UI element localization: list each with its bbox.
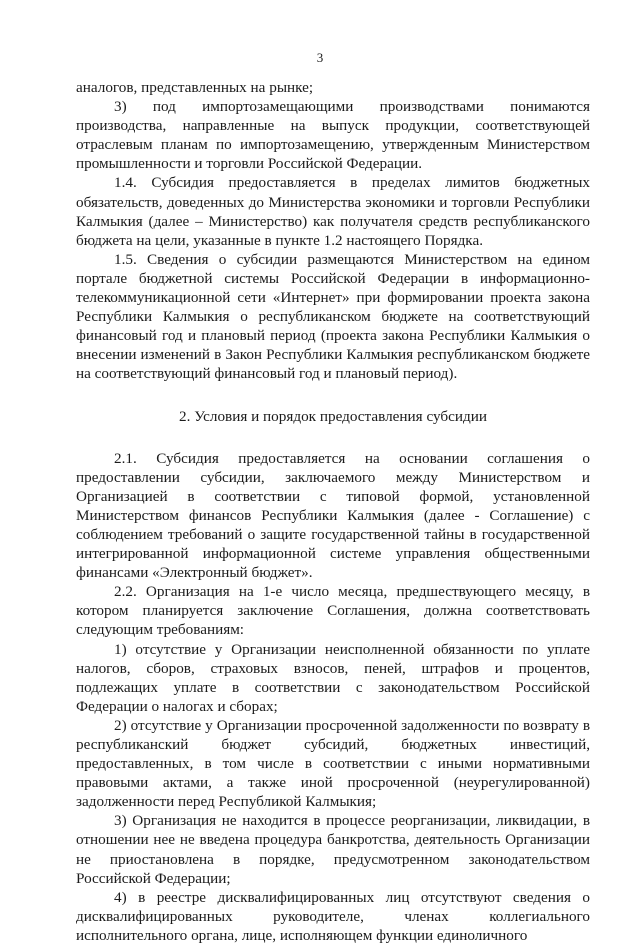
paragraph-2-2: 2.2. Организация на 1-е число месяца, предшествующего месяцу, в котором планируется заключение Соглашения, должна соответствовать следующим требованиям:: [76, 583, 590, 639]
section-heading-2: 2. Условия и порядок предоставления субсидии: [179, 407, 487, 425]
paragraph-continuation: аналогов, представленных на рынке;: [76, 79, 314, 96]
requirement-3: 3) Организация не находится в процессе реорганизации, ликвидации, в отношении нее не введена процедура банкротства, деятельность Организации не приостановлена в порядке, предусмотренном законодательством Российской Федерации;: [76, 812, 590, 887]
page-number: 3: [316, 50, 324, 65]
paragraph-2-1: 2.1. Субсидия предоставляется на основании соглашения о предоставлении субсидии, заключаемого между Министерством и Организацией в соответствии с типовой формой, установленной Министерством финансов Республики Калмыкия (далее - Соглашение) с соблюдением требований о защите государственной тайны в государственной интегрированной информационной системе управления общественными финансами «Электронный бюджет».: [76, 449, 590, 582]
requirement-2: 2) отсутствие у Организации просроченной задолженности по возврату в республиканский бюджет субсидий, бюджетных инвестиций, предоставленных, в том числе в соответствии с иными нормативными правовыми актами, а также иной просроченной (неурегулированной) задолженности перед Республикой Калмыкия;: [76, 716, 590, 811]
requirement-4: 4) в реестре дисквалифицированных лиц отсутствуют сведения о дисквалифицированных руководителе, членах коллегиального исполнительного органа, лице, исполняющем функции единоличного: [76, 888, 590, 944]
paragraph-definition-3: 3) под импортозамещающими производствами понимаются производства, направленные на выпуск продукции, соответствующей отраслевым планам по импортозамещению, утвержденным Министерством промышленности и торговли Российской Федерации.: [76, 98, 590, 173]
document-body: [76, 78, 590, 945]
paragraph-1-5: 1.5. Сведения о субсидии размещаются Министерством на едином портале бюджетной системы Российской Федерации в информационно-телекоммуникационной сети «Интернет» при формировании проекта закона Республики Калмыкия о республиканском бюджете на соответствующий финансовый год и плановый период (проекта закона Республики Калмыкия о внесении изменений в Закон Республики Калмыкия республиканском бюджете на соответствующий финансовый год и плановый период).: [76, 250, 590, 383]
requirement-1: 1) отсутствие у Организации неисполненной обязанности по уплате налогов, сборов, страховых взносов, пеней, штрафов и процентов, подлежащих уплате в соответствии с законодательством Российской Федерации о налогах и сборах;: [76, 640, 590, 715]
paragraph-1-4: 1.4. Субсидия предоставляется в пределах лимитов бюджетных обязательств, доведенных до Министерства экономики и торговли Республики Калмыкия (далее – Министерство) как получателя средств республиканского бюджета на цели, указанные в пункте 1.2 настоящего Порядка.: [76, 174, 590, 249]
